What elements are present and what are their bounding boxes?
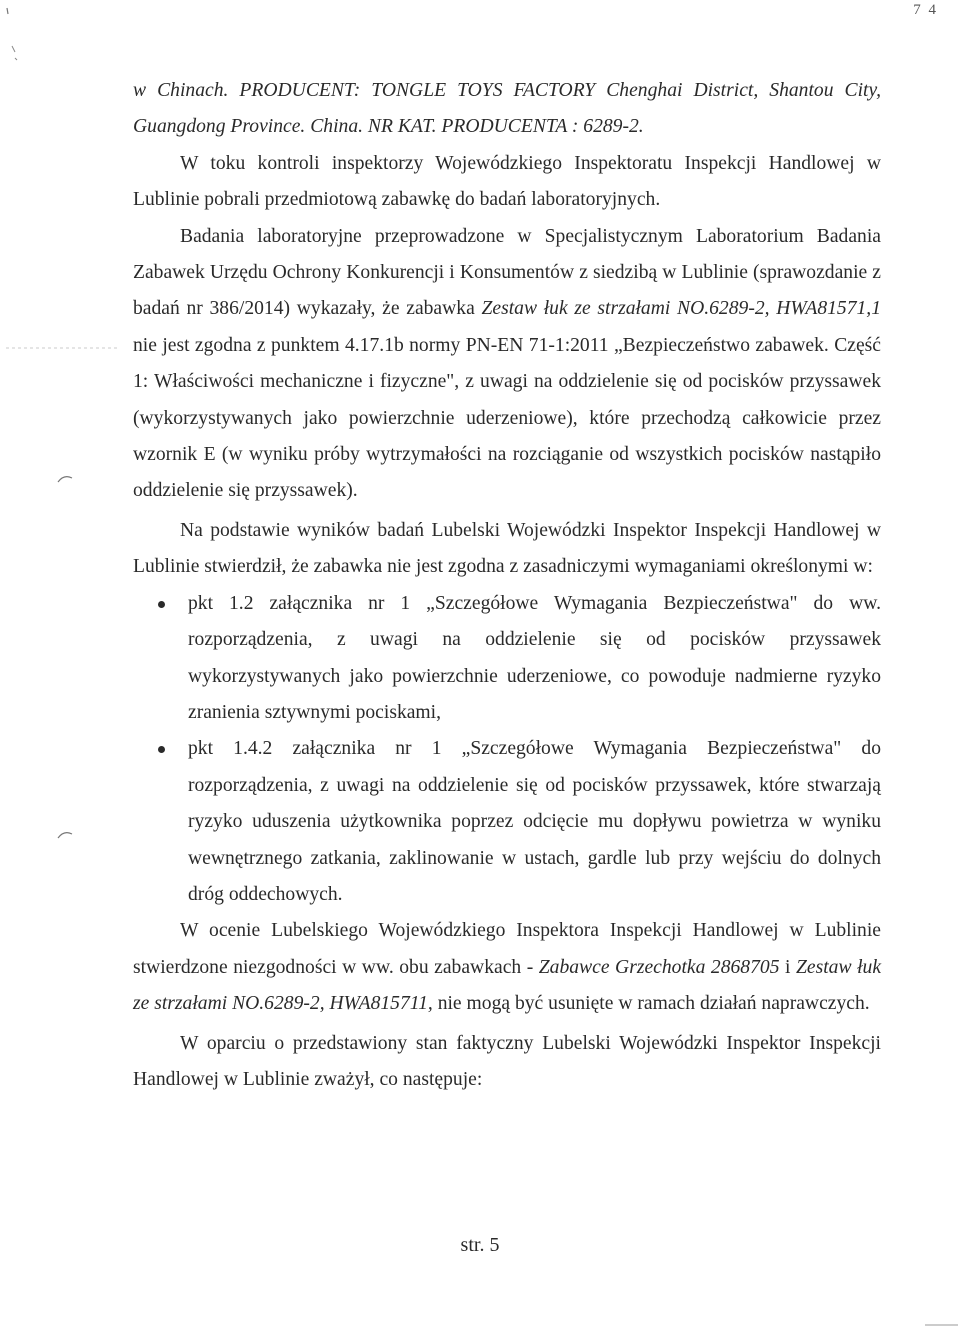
list-item-text: pkt 1.2 załącznika nr 1 „Szczegółowe Wymagania Bezpieczeństwa" do ww. rozporządzenia, z uwagi na oddzielenie się od pocisków przyssawek wykorzystywanych jako powierzchnie uderzeniowe, co powoduje nadmierne ryzyko zranienia sztywnymi pociskami, [188, 592, 881, 723]
requirements-list [133, 586, 881, 914]
product-name: Zestaw łuk ze strzałami NO.6289-2, HWA81571,1 [481, 298, 881, 320]
assessment-text: i [779, 956, 797, 978]
list-item [133, 731, 881, 913]
lab-results-paragraph [133, 219, 881, 510]
conclusion-paragraph: Na podstawie wyników badań Lubelski Wojewódzki Inspektor Inspekcji Handlowej w Lublinie stwierdził, że zabawka nie jest zgodna z zasadniczymi wymaganiami określonymi w: [133, 519, 881, 578]
assessment-text: W ocenie Lubelskiego Wojewódzkiego Inspektora Inspekcji Handlowej w Lublinie stwierdzone niezgodności w ww. obu zabawkach - [133, 920, 881, 978]
page-number: str. 5 [460, 1234, 500, 1256]
document-body [133, 73, 881, 1098]
product-name: Zabawce Grzechotka 2868705 [538, 956, 780, 978]
product-name: Zestaw łuk ze strzałami NO.6289-2, HWA815711, [133, 956, 882, 1015]
assessment-text: nie mogą być usunięte w ramach działań naprawczych. [432, 993, 870, 1015]
lab-results-text-cont: nie jest zgodna z punktem 4.17.1b normy PN-EN 71-1:2011 „Bezpieczeństwo zabawek. Część 1: Właściwości mechaniczne i fizyczne", z uwagi na oddzielenie się od pocisków przyssawek (wykorzystywanych jako powierzchnie uderzeniowe), które przechodzą całkowicie przez wzornik E (w wyniku próby wytrzymałości na rozciąganie od wszystkich pocisków nastąpiło oddzielenie się przyssawek). [133, 334, 881, 502]
list-item-text: pkt 1.4.2 załącznika nr 1 „Szczegółowe Wymagania Bezpieczeństwa" do rozporządzenia, z uwagi na oddzielenie się od pocisków przyssawek, które stwarzają ryzyko uduszenia użytkownika poprzez odcięcie mu dopływu powietrza w wyniku wewnętrznego zatkania, zaklinowanie w ustach, gardle lub przy wejściu do dolnych dróg oddechowych. [188, 738, 881, 905]
handwritten-page-mark: 7 4 [913, 2, 938, 18]
list-item [133, 586, 881, 732]
lab-results-text: Badania laboratoryjne przeprowadzone w Specjalistycznym Laboratorium Badania Zabawek Urzędu Ochrony Konkurencji i Konsumentów z siedzibą w Lublinie (sprawozdanie z badań nr 386/2014) wykazały, że zabawka [133, 225, 881, 320]
closing-paragraph: W oparciu o przedstawiony stan faktyczny Lubelski Wojewódzki Inspektor Inspekcji Handlowej w Lublinie zważył, co następuje: [133, 1032, 881, 1090]
assessment-paragraph [133, 913, 881, 1022]
producer-info-paragraph [133, 73, 881, 146]
producer-info: w Chinach. PRODUCENT: TONGLE TOYS FACTORY Chenghai District, Shantou City, Guangdong Province. China. NR KAT. PRODUCENTA : 6289-2. [133, 80, 881, 138]
bullet-icon [158, 601, 165, 608]
bullet-icon [158, 746, 165, 753]
inspection-paragraph: W toku kontroli inspektorzy Wojewódzkiego Inspektoratu Inspekcji Handlowej w Lublinie pobrali przedmiotową zabawkę do badań laboratoryjnych. [133, 152, 881, 211]
